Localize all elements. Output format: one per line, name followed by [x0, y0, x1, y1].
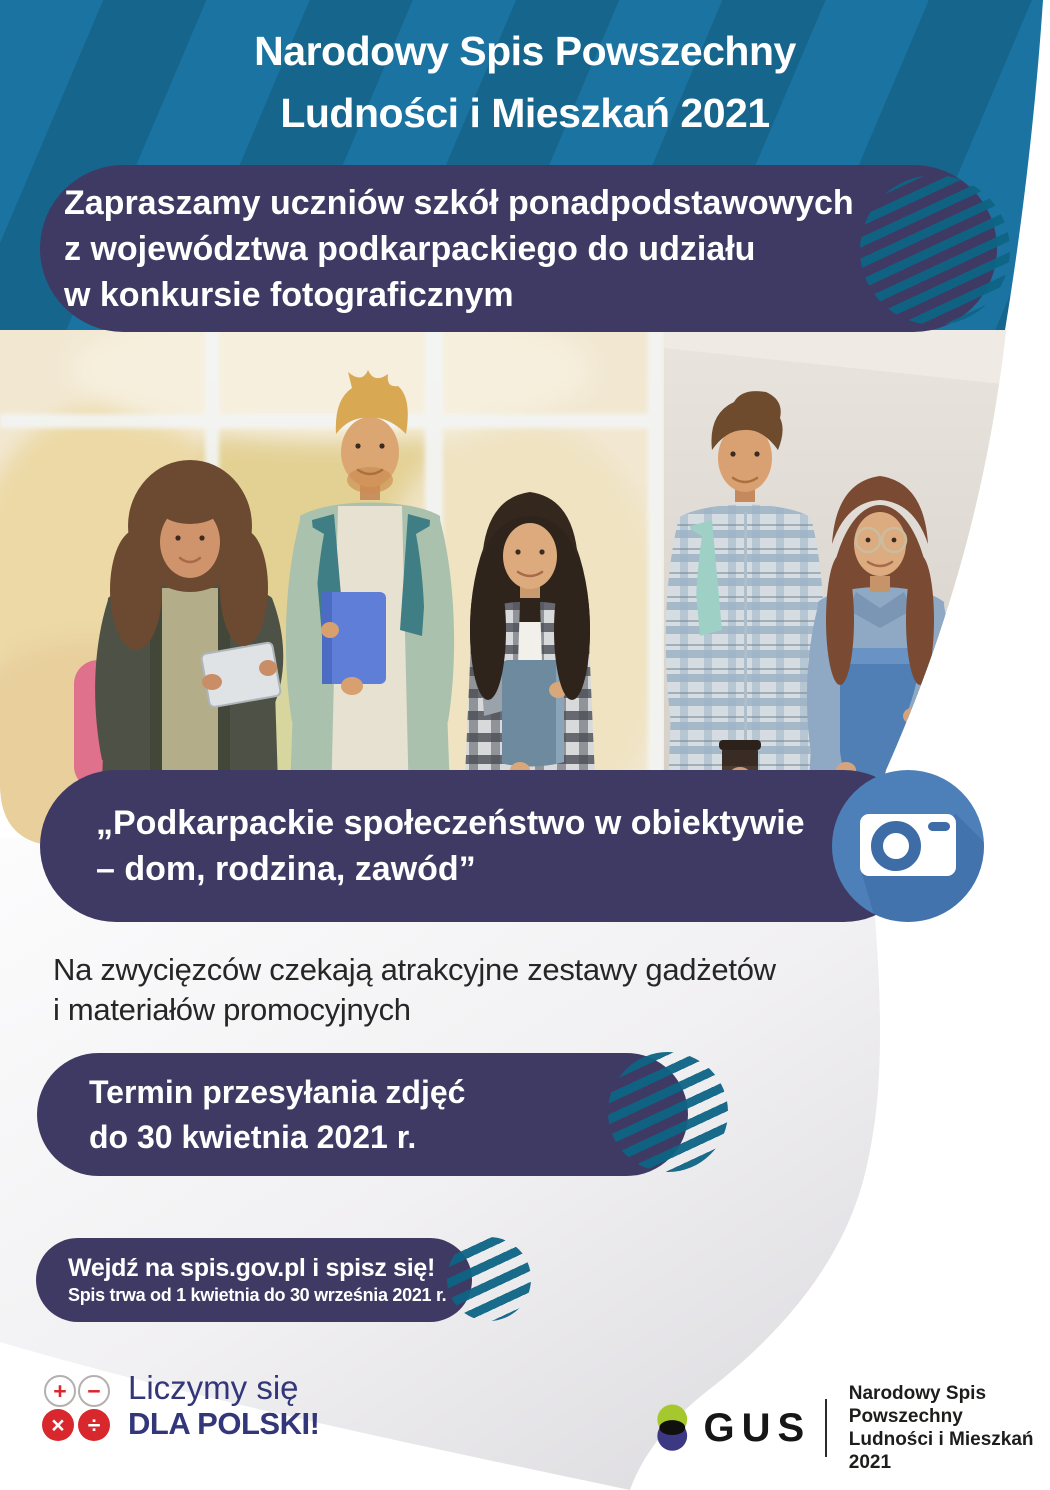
multiply-glyph: ×	[51, 1411, 65, 1438]
invitation-line1: Zapraszamy uczniów szkół ponadpodstawowych	[64, 183, 854, 222]
tagline-line2: DLA POLSKI!	[128, 1406, 320, 1441]
plus-glyph: +	[53, 1377, 67, 1404]
book	[502, 660, 564, 772]
cta-line1: Wejdź na spis.gov.pl i spisz się!	[68, 1254, 436, 1282]
contest-title-box	[40, 770, 920, 922]
gus-logo-icon	[655, 1395, 690, 1461]
divide-icon	[78, 1409, 110, 1441]
gus-divider	[825, 1399, 827, 1457]
gus-name: GUS	[703, 1405, 812, 1450]
plus-icon	[44, 1375, 76, 1407]
gus-caption-line1: Narodowy Spis Powszechny	[848, 1383, 987, 1427]
minus-glyph: −	[87, 1377, 101, 1404]
page-title-line2: Ludności i Mieszkań 2021	[280, 90, 770, 136]
brand-tagline	[128, 1369, 319, 1441]
invitation-box	[40, 165, 997, 332]
multiply-icon	[42, 1409, 74, 1441]
cta-box	[36, 1238, 472, 1322]
gus-caption-line2: Ludności i Mieszkań 2021	[848, 1429, 1034, 1473]
divide-glyph: ÷	[87, 1411, 101, 1438]
deadline-line2: do 30 kwietnia 2021 r.	[89, 1118, 417, 1155]
page-title	[0, 20, 1050, 144]
page-title-line1: Narodowy Spis Powszechny	[254, 28, 796, 74]
deadline-box	[37, 1053, 688, 1176]
prizes-text	[53, 950, 776, 1030]
students-photo	[0, 330, 1012, 846]
tagline-line1: Liczymy się	[128, 1369, 299, 1406]
gus-caption	[849, 1382, 1050, 1474]
invitation-line3: w konkursie fotograficznym	[64, 275, 514, 314]
gus-logo-block	[655, 1382, 1050, 1474]
minus-icon	[78, 1375, 110, 1407]
prizes-line1: Na zwycięzców czekają atrakcyjne zestawy gadżetów	[53, 952, 776, 987]
contest-line2: – dom, rodzina, zawód”	[96, 850, 476, 888]
contest-line1: „Podkarpackie społeczeństwo w obiektywie	[96, 804, 805, 842]
camera-icon	[832, 770, 984, 922]
prizes-line2: i materiałów promocyjnych	[53, 992, 411, 1027]
deadline-line1: Termin przesyłania zdjęć	[89, 1073, 466, 1110]
cta-line2: Spis trwa od 1 kwietnia do 30 września 2021 r.	[68, 1285, 447, 1305]
invitation-line2: z województwa podkarpackiego do udziału	[64, 229, 756, 268]
